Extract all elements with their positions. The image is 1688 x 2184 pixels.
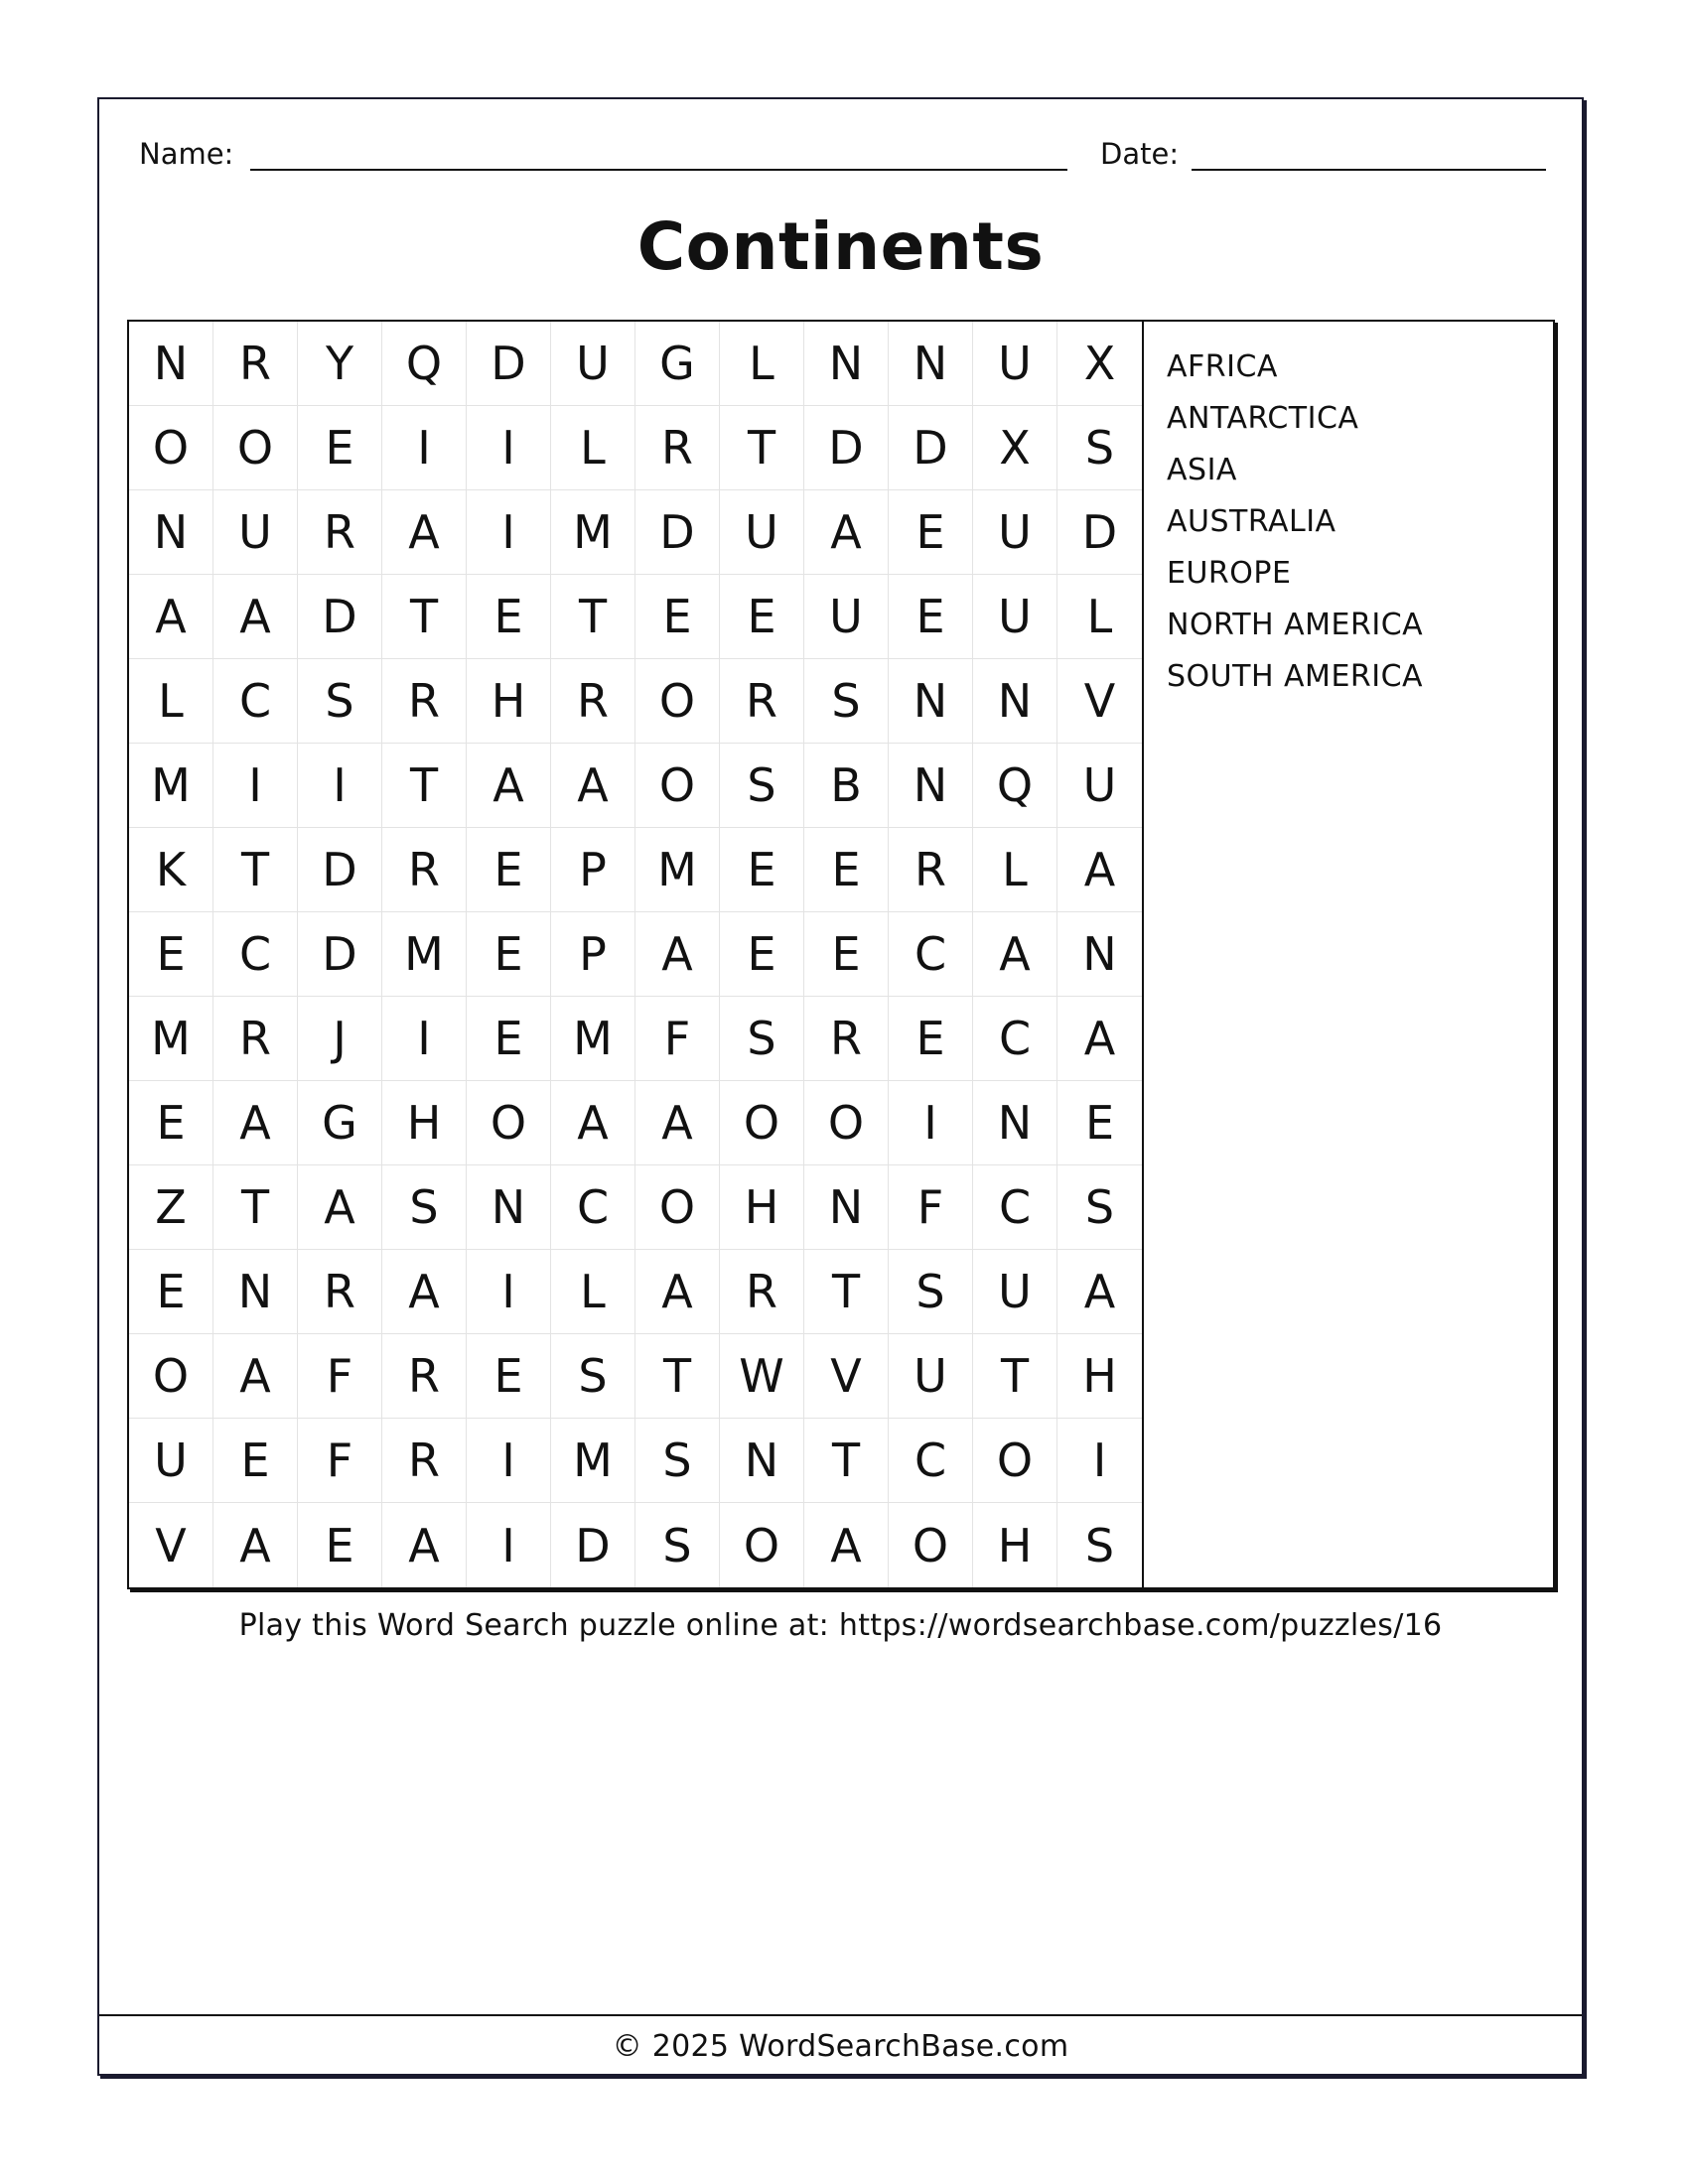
- grid-cell[interactable]: N: [804, 1165, 889, 1250]
- grid-cell[interactable]: E: [804, 828, 889, 912]
- grid-cell[interactable]: Z: [129, 1165, 213, 1250]
- grid-cell[interactable]: O: [635, 1165, 720, 1250]
- grid-cell[interactable]: O: [467, 1081, 551, 1165]
- grid-cell[interactable]: E: [129, 912, 213, 997]
- grid-cell[interactable]: P: [551, 912, 635, 997]
- grid-cell[interactable]: D: [298, 912, 382, 997]
- grid-cell[interactable]: E: [467, 912, 551, 997]
- grid-cell[interactable]: O: [973, 1419, 1057, 1503]
- grid-cell[interactable]: A: [298, 1165, 382, 1250]
- grid-cell[interactable]: E: [467, 575, 551, 659]
- grid-cell[interactable]: H: [382, 1081, 467, 1165]
- grid-cell[interactable]: C: [973, 997, 1057, 1081]
- grid-cell[interactable]: A: [635, 1250, 720, 1334]
- grid-cell[interactable]: M: [551, 1419, 635, 1503]
- grid-cell[interactable]: N: [1057, 912, 1142, 997]
- grid-cell[interactable]: O: [720, 1081, 804, 1165]
- worksheet: [97, 97, 1584, 2076]
- grid-cell[interactable]: U: [129, 1419, 213, 1503]
- date-label: Date:: [1100, 137, 1180, 171]
- grid-cell[interactable]: E: [467, 1334, 551, 1419]
- grid-cell[interactable]: T: [213, 1165, 298, 1250]
- grid-cell[interactable]: C: [889, 1419, 973, 1503]
- grid-cell[interactable]: M: [551, 490, 635, 575]
- grid-cell[interactable]: D: [804, 406, 889, 490]
- grid-cell[interactable]: E: [889, 575, 973, 659]
- grid-cell[interactable]: O: [804, 1081, 889, 1165]
- grid-cell[interactable]: E: [298, 406, 382, 490]
- grid-cell[interactable]: A: [213, 575, 298, 659]
- grid-cell[interactable]: D: [467, 322, 551, 406]
- grid-cell[interactable]: E: [889, 997, 973, 1081]
- grid-cell[interactable]: S: [889, 1250, 973, 1334]
- grid-cell[interactable]: Q: [382, 322, 467, 406]
- grid-cell[interactable]: T: [973, 1334, 1057, 1419]
- grid-cell[interactable]: U: [213, 490, 298, 575]
- grid-cell[interactable]: M: [551, 997, 635, 1081]
- grid-cell[interactable]: E: [804, 912, 889, 997]
- grid-cell[interactable]: A: [1057, 1250, 1142, 1334]
- word-list-item: ANTARCTICA: [1167, 401, 1359, 436]
- grid-cell[interactable]: S: [1057, 406, 1142, 490]
- grid-cell[interactable]: I: [467, 406, 551, 490]
- grid-cell[interactable]: L: [973, 828, 1057, 912]
- grid-cell[interactable]: T: [635, 1334, 720, 1419]
- grid-cell[interactable]: N: [973, 1081, 1057, 1165]
- grid-cell[interactable]: E: [635, 575, 720, 659]
- grid-cell[interactable]: V: [804, 1334, 889, 1419]
- grid-cell[interactable]: O: [635, 659, 720, 744]
- word-list-item: SOUTH AMERICA: [1167, 659, 1424, 694]
- word-list-item: EUROPE: [1167, 556, 1292, 591]
- grid-cell[interactable]: N: [720, 1419, 804, 1503]
- grid-cell[interactable]: T: [804, 1419, 889, 1503]
- name-label: Name:: [139, 137, 234, 171]
- grid-cell[interactable]: U: [889, 1334, 973, 1419]
- grid-cell[interactable]: O: [213, 406, 298, 490]
- grid-cell[interactable]: U: [1057, 744, 1142, 828]
- grid-cell[interactable]: A: [382, 1503, 467, 1587]
- puzzle-box: [127, 320, 1555, 1589]
- grid-cell[interactable]: S: [1057, 1165, 1142, 1250]
- grid-cell[interactable]: S: [635, 1503, 720, 1587]
- grid-cell[interactable]: N: [129, 322, 213, 406]
- grid-cell[interactable]: D: [635, 490, 720, 575]
- grid-cell[interactable]: A: [804, 1503, 889, 1587]
- grid-cell[interactable]: N: [889, 322, 973, 406]
- name-line: [250, 169, 1067, 171]
- grid-cell[interactable]: M: [382, 912, 467, 997]
- word-list-item: ASIA: [1167, 453, 1237, 487]
- grid-cell[interactable]: R: [213, 997, 298, 1081]
- grid-cell[interactable]: A: [551, 744, 635, 828]
- grid-cell[interactable]: N: [129, 490, 213, 575]
- grid-cell[interactable]: R: [551, 659, 635, 744]
- page-title: Continents: [636, 208, 1045, 285]
- grid-cell[interactable]: L: [551, 406, 635, 490]
- grid-cell[interactable]: T: [213, 828, 298, 912]
- grid-cell[interactable]: L: [1057, 575, 1142, 659]
- grid-cell[interactable]: N: [889, 744, 973, 828]
- grid-cell[interactable]: I: [382, 406, 467, 490]
- grid-cell[interactable]: S: [298, 659, 382, 744]
- grid-cell[interactable]: X: [973, 406, 1057, 490]
- grid-cell[interactable]: R: [889, 828, 973, 912]
- grid-cell[interactable]: T: [382, 744, 467, 828]
- grid-cell[interactable]: E: [467, 828, 551, 912]
- grid-cell[interactable]: U: [804, 575, 889, 659]
- grid-cell[interactable]: M: [129, 997, 213, 1081]
- grid-cell[interactable]: R: [720, 659, 804, 744]
- online-link-text: Play this Word Search puzzle online at: https://wordsearchbase.com/puzzles/16: [238, 1608, 1443, 1643]
- grid-cell[interactable]: A: [213, 1334, 298, 1419]
- grid-cell[interactable]: A: [804, 490, 889, 575]
- grid-cell[interactable]: R: [382, 828, 467, 912]
- grid-cell[interactable]: C: [889, 912, 973, 997]
- grid-cell[interactable]: T: [720, 406, 804, 490]
- grid-cell[interactable]: H: [720, 1165, 804, 1250]
- grid-cell[interactable]: D: [298, 828, 382, 912]
- grid-cell[interactable]: A: [382, 1250, 467, 1334]
- grid-cell[interactable]: H: [1057, 1334, 1142, 1419]
- grid-cell[interactable]: I: [1057, 1419, 1142, 1503]
- grid-cell[interactable]: A: [213, 1503, 298, 1587]
- grid-cell[interactable]: M: [129, 744, 213, 828]
- grid-cell[interactable]: C: [213, 912, 298, 997]
- grid-cell[interactable]: U: [973, 490, 1057, 575]
- grid-cell[interactable]: D: [889, 406, 973, 490]
- grid-cell[interactable]: C: [551, 1165, 635, 1250]
- grid-cell[interactable]: A: [635, 912, 720, 997]
- grid-cell[interactable]: N: [973, 659, 1057, 744]
- grid-cell[interactable]: O: [129, 1334, 213, 1419]
- grid-cell[interactable]: S: [635, 1419, 720, 1503]
- grid-cell[interactable]: A: [129, 575, 213, 659]
- grid-cell[interactable]: O: [889, 1503, 973, 1587]
- grid-cell[interactable]: I: [382, 997, 467, 1081]
- grid-cell[interactable]: U: [973, 1250, 1057, 1334]
- grid-cell[interactable]: A: [1057, 997, 1142, 1081]
- grid-cell[interactable]: L: [551, 1250, 635, 1334]
- grid-cell[interactable]: K: [129, 828, 213, 912]
- grid-cell[interactable]: F: [298, 1334, 382, 1419]
- grid-cell[interactable]: R: [382, 1419, 467, 1503]
- grid-cell[interactable]: A: [1057, 828, 1142, 912]
- grid-cell[interactable]: S: [720, 744, 804, 828]
- grid-cell[interactable]: I: [467, 1250, 551, 1334]
- grid-cell[interactable]: F: [298, 1419, 382, 1503]
- grid-cell[interactable]: E: [720, 912, 804, 997]
- date-line: [1192, 169, 1546, 171]
- grid-cell[interactable]: D: [298, 575, 382, 659]
- grid-cell[interactable]: G: [635, 322, 720, 406]
- grid-cell[interactable]: R: [382, 659, 467, 744]
- grid-cell[interactable]: S: [804, 659, 889, 744]
- grid-cell[interactable]: W: [720, 1334, 804, 1419]
- grid-cell[interactable]: S: [382, 1165, 467, 1250]
- grid-cell[interactable]: I: [467, 1419, 551, 1503]
- grid-cell[interactable]: D: [1057, 490, 1142, 575]
- grid-cell[interactable]: A: [467, 744, 551, 828]
- grid-cell[interactable]: I: [467, 490, 551, 575]
- grid-cell[interactable]: I: [298, 744, 382, 828]
- grid-cell[interactable]: G: [298, 1081, 382, 1165]
- grid-cell[interactable]: S: [720, 997, 804, 1081]
- grid-cell[interactable]: E: [467, 997, 551, 1081]
- word-list-item: AUSTRALIA: [1167, 504, 1336, 539]
- grid-cell[interactable]: E: [129, 1081, 213, 1165]
- grid-cell[interactable]: L: [129, 659, 213, 744]
- grid-cell[interactable]: R: [635, 406, 720, 490]
- grid-cell[interactable]: U: [973, 322, 1057, 406]
- footer-divider: [99, 2014, 1582, 2016]
- grid-cell[interactable]: A: [973, 912, 1057, 997]
- grid-cell[interactable]: S: [1084, 1518, 1115, 1572]
- grid-cell[interactable]: S: [551, 1334, 635, 1419]
- word-list-item: NORTH AMERICA: [1167, 608, 1424, 642]
- grid-cell[interactable]: E: [889, 490, 973, 575]
- grid-cell[interactable]: V: [129, 1503, 213, 1587]
- grid-cell[interactable]: O: [129, 406, 213, 490]
- grid-cell[interactable]: N: [213, 1250, 298, 1334]
- grid-cell[interactable]: P: [551, 828, 635, 912]
- grid-cell[interactable]: V: [1057, 659, 1142, 744]
- grid-cell[interactable]: H: [973, 1503, 1057, 1587]
- grid-cell[interactable]: U: [551, 322, 635, 406]
- grid-cell[interactable]: D: [551, 1503, 635, 1587]
- grid-cell[interactable]: E: [1057, 1081, 1142, 1165]
- grid-cell[interactable]: A: [382, 490, 467, 575]
- grid-cell[interactable]: X: [1057, 322, 1142, 406]
- grid-cell[interactable]: C: [213, 659, 298, 744]
- grid-cell[interactable]: I: [889, 1081, 973, 1165]
- grid-cell[interactable]: J: [298, 997, 382, 1081]
- word-list-item: AFRICA: [1167, 349, 1278, 384]
- grid-cell[interactable]: R: [298, 1250, 382, 1334]
- grid-cell[interactable]: A: [635, 1081, 720, 1165]
- grid-cell[interactable]: O: [635, 744, 720, 828]
- grid-cell[interactable]: T: [382, 575, 467, 659]
- grid-cell[interactable]: B: [804, 744, 889, 828]
- grid-cell[interactable]: A: [213, 1081, 298, 1165]
- grid-cell[interactable]: E: [720, 575, 804, 659]
- grid-cell[interactable]: U: [973, 575, 1057, 659]
- grid-cell[interactable]: R: [720, 1250, 804, 1334]
- grid-cell[interactable]: R: [382, 1334, 467, 1419]
- grid-cell[interactable]: A: [551, 1081, 635, 1165]
- grid-cell[interactable]: E: [720, 828, 804, 912]
- grid-cell[interactable]: T: [551, 575, 635, 659]
- grid-cell[interactable]: N: [804, 322, 889, 406]
- grid-cell[interactable]: H: [467, 659, 551, 744]
- grid-cell[interactable]: F: [635, 997, 720, 1081]
- grid-cell[interactable]: C: [973, 1165, 1057, 1250]
- grid-cell[interactable]: F: [889, 1165, 973, 1250]
- grid-cell[interactable]: E: [298, 1503, 382, 1587]
- grid-cell[interactable]: N: [889, 659, 973, 744]
- grid-cell[interactable]: L: [720, 322, 804, 406]
- grid-cell[interactable]: E: [213, 1419, 298, 1503]
- grid-cell[interactable]: I: [467, 1503, 551, 1587]
- grid-cell[interactable]: R: [804, 997, 889, 1081]
- grid-cell[interactable]: N: [467, 1165, 551, 1250]
- grid-cell[interactable]: M: [635, 828, 720, 912]
- grid-cell[interactable]: E: [129, 1250, 213, 1334]
- copyright: © 2025 WordSearchBase.com: [612, 2029, 1069, 2064]
- grid-cell[interactable]: Y: [298, 322, 382, 406]
- word-list: [1167, 341, 1423, 703]
- grid-cell[interactable]: I: [213, 744, 298, 828]
- grid-cell[interactable]: O: [720, 1503, 804, 1587]
- grid-cell[interactable]: T: [804, 1250, 889, 1334]
- grid-cell[interactable]: Q: [973, 744, 1057, 828]
- grid-cell[interactable]: U: [720, 490, 804, 575]
- letter-grid: [129, 322, 1144, 1587]
- grid-cell[interactable]: R: [298, 490, 382, 575]
- grid-cell[interactable]: R: [213, 322, 298, 406]
